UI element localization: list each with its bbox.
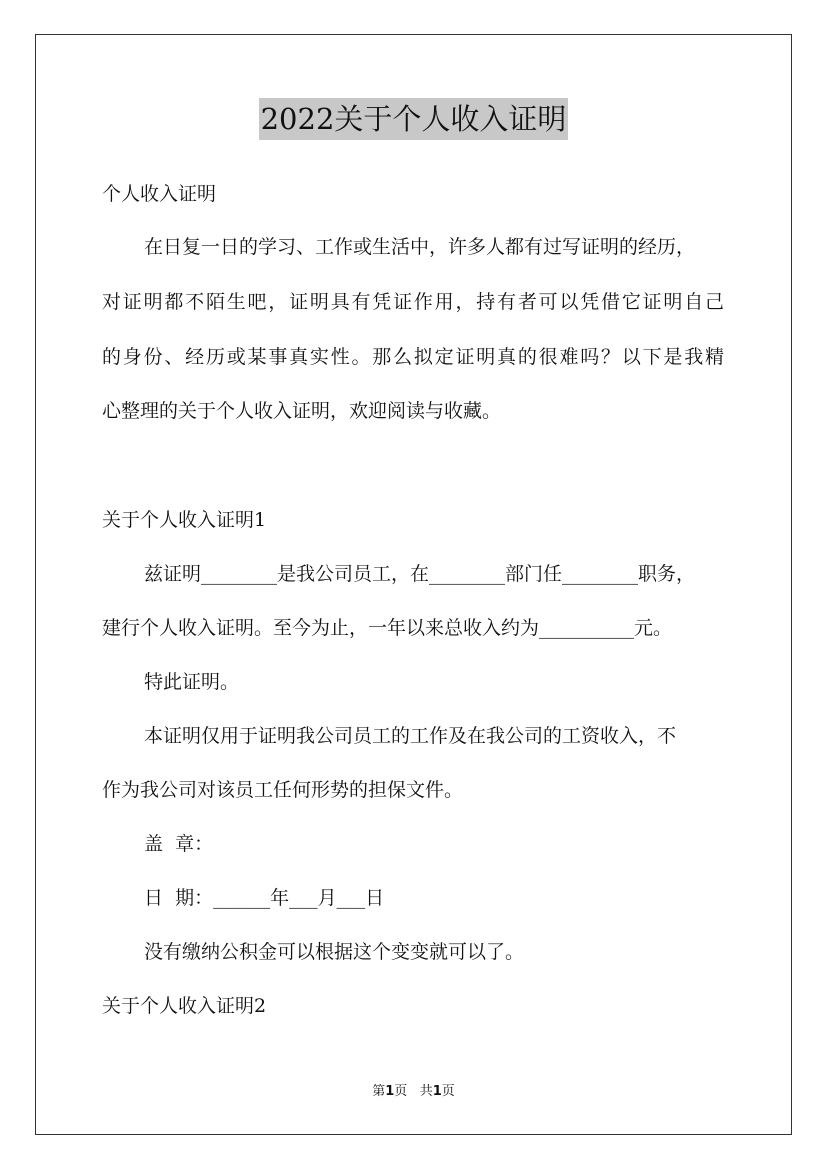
remark-line: 没有缴纳公积金可以根据这个变变就可以了。 xyxy=(144,941,525,963)
document-title: 2022关于个人收入证明 xyxy=(259,98,569,140)
footer-page-number: 1 xyxy=(385,1084,395,1099)
seal-line: 盖 章： xyxy=(144,833,214,855)
intro-line-3: 的身份、经历或某事真实性。那么拟定证明真的很难吗？以下是我精 xyxy=(102,346,724,368)
note-line-1: 本证明仅用于证明我公司员工的工作及在我公司的工资收入，不 xyxy=(144,725,677,747)
date-line: 日 期：______年___月___日 xyxy=(144,887,385,909)
footer-page-prefix: 第 xyxy=(372,1084,386,1099)
section1-heading: 关于个人收入证明1 xyxy=(102,509,267,531)
special-statement: 特此证明。 xyxy=(144,671,240,693)
section-heading: 个人收入证明 xyxy=(102,183,217,205)
section1-body-line-1: 兹证明________是我公司员工，在________部门任________职务， xyxy=(144,563,696,585)
footer-total-unit: 页 xyxy=(441,1084,455,1099)
title-wrap xyxy=(0,98,827,140)
footer-total-prefix: 共 xyxy=(419,1084,433,1099)
footer-page-unit: 页 xyxy=(394,1084,408,1099)
section1-body-line-2: 建行个人收入证明。至今为止，一年以来总收入约为__________元。 xyxy=(102,617,673,639)
page-footer xyxy=(0,1083,827,1101)
intro-line-2: 对证明都不陌生吧，证明具有凭证作用，持有者可以凭借它证明自己 xyxy=(102,291,724,313)
intro-line-4: 心整理的关于个人收入证明，欢迎阅读与收藏。 xyxy=(102,400,502,422)
section2-heading: 关于个人收入证明2 xyxy=(102,995,267,1017)
footer-total-number: 1 xyxy=(432,1084,442,1099)
intro-line-1: 在日复一日的学习、工作或生活中，许多人都有过写证明的经历， xyxy=(144,236,696,258)
note-line-2: 作为我公司对该员工任何形势的担保文件。 xyxy=(102,779,464,801)
